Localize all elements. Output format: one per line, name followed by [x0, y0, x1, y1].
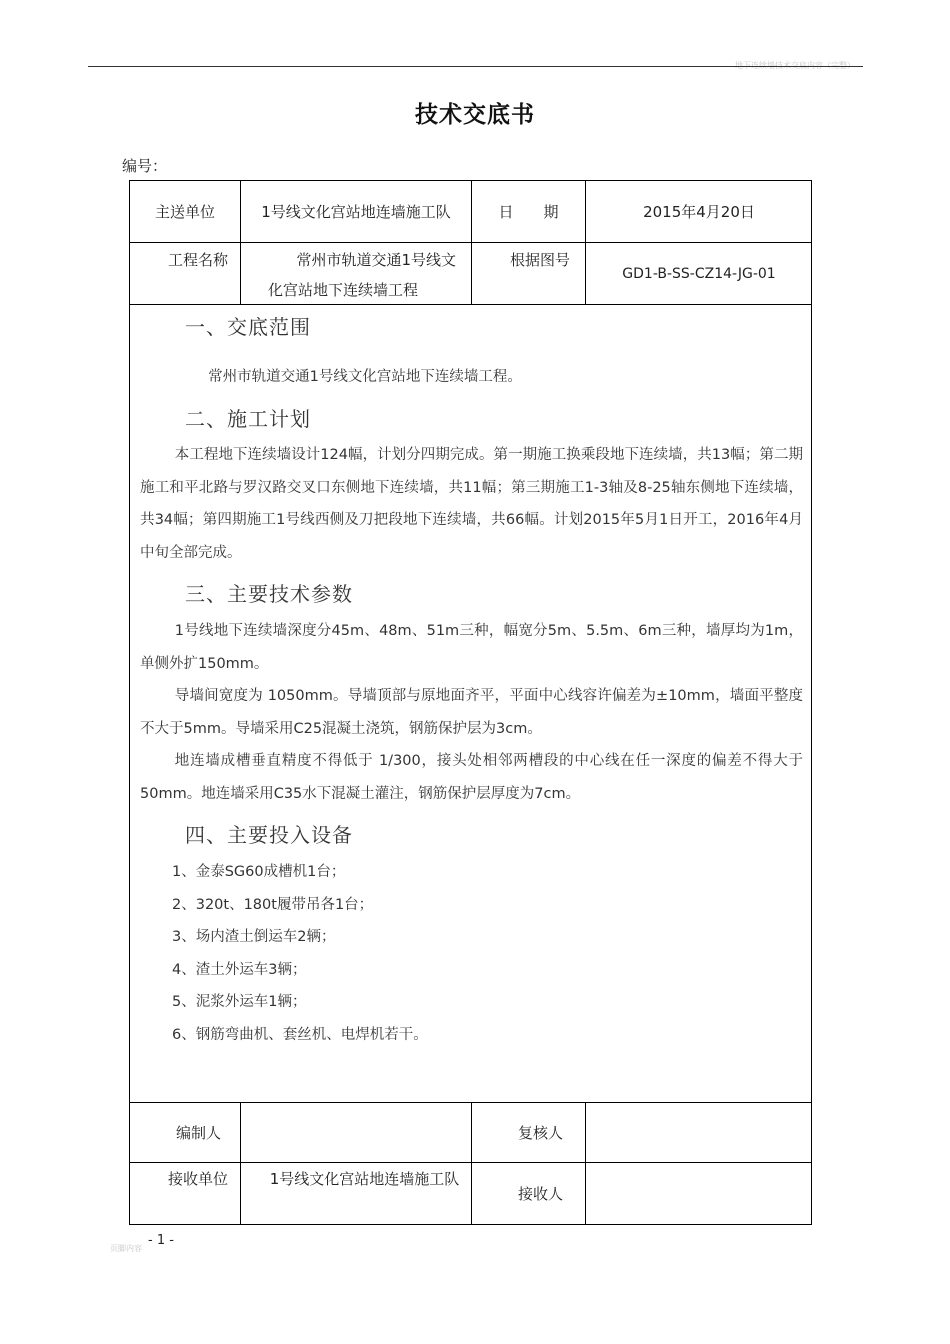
params-text-guide-wall: 导墙间宽度为 1050mm。导墙顶部与原地面齐平，平面中心线容许偏差为±10mm，墙面平整度不大于5mm。导墙采用C25混凝土浇筑，钢筋保护层为3cm。 [140, 688, 803, 737]
briefing-table [129, 180, 812, 1225]
page-number: - 1 - [148, 1233, 174, 1248]
receiver-label: 接收人 [518, 1185, 564, 1203]
section-heading-plan: 二、施工计划 [185, 407, 311, 431]
running-header: 地下连续墙技术交底内容（完整） [735, 61, 855, 70]
running-footer: 页脚内容 [110, 1244, 142, 1253]
document-title: 技术交底书 [415, 102, 535, 128]
date-label: 日 期 [498, 202, 559, 221]
project-label: 工程名称 [168, 251, 229, 269]
params-text-trench: 地连墙成槽垂直精度不得低于 1/300，接头处相邻两槽段的中心线在任一深度的偏差不得大于50mm。地连墙采用C35水下混凝土灌注，钢筋保护层厚度为7cm。 [140, 753, 803, 802]
column-divider [471, 1102, 472, 1225]
sender-label: 主送单位 [154, 202, 215, 221]
params-text-depth: 1号线地下连续墙深度分45m、48m、51m三种，幅宽分5m、5.5m、6m三种，墙厚均为1m，单侧外扩150mm。 [140, 623, 803, 672]
reviewer-value [586, 1103, 812, 1162]
section-heading-params: 三、主要技术参数 [185, 582, 353, 606]
list-item: 6、钢筋弯曲机、套丝机、电焊机若干。 [172, 1026, 428, 1043]
project-value: 常州市轨道交通1号线文化宫站地下连续墙工程 [268, 251, 457, 299]
receiving-unit-value: 1号线文化宫站地连墙施工队 [269, 1170, 460, 1188]
drawing-label: 根据图号 [510, 251, 571, 269]
receiving-unit-label: 接收单位 [168, 1170, 229, 1188]
list-item: 4、渣土外运车3辆； [172, 961, 307, 978]
list-item: 5、泥浆外运车1辆； [172, 994, 307, 1010]
row-divider [130, 304, 811, 305]
date-value: 2015年4月20日 [643, 202, 755, 221]
section-heading-scope: 一、交底范围 [185, 315, 311, 339]
list-item: 3、场内渣土倒运车2辆； [172, 929, 336, 945]
header-rule [88, 66, 863, 67]
document-number-label: 编号： [122, 157, 168, 175]
plan-text: 本工程地下连续墙设计124幅，计划分四期完成。第一期施工换乘段地下连续墙，共13幅；第二期施工和平北路与罗汉路交叉口东侧地下连续墙，共11幅；第三期施工1-3轴及8-25轴东侧地下连续墙，共34幅；第四期施工1号线西侧及刀把段地下连续墙，共66幅。计划2015年5月1日开工，2016年4月中旬全部完成。 [140, 447, 803, 561]
sender-value: 1号线文化宫站地连墙施工队 [261, 202, 451, 221]
list-item: 2、320t、180t履带吊各1台； [172, 896, 374, 913]
preparer-label: 编制人 [176, 1123, 222, 1142]
equipment-list [172, 856, 428, 1051]
reviewer-label: 复核人 [518, 1123, 564, 1142]
receiver-value [586, 1163, 812, 1225]
list-item: 1、金泰SG60成槽机1台； [172, 864, 346, 880]
drawing-number: GD1-B-SS-CZ14-JG-01 [622, 265, 776, 282]
preparer-value [241, 1103, 471, 1162]
scope-text: 常州市轨道交通1号线文化宫站地下连续墙工程。 [208, 369, 522, 385]
section-heading-equipment: 四、主要投入设备 [185, 823, 353, 847]
